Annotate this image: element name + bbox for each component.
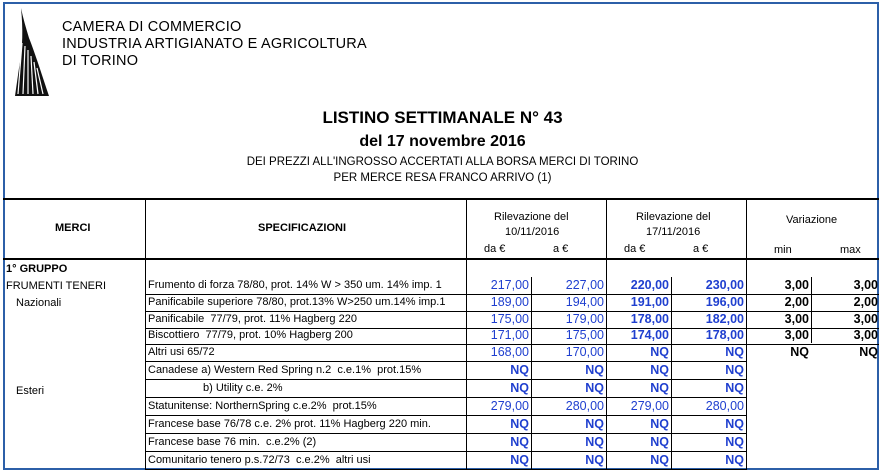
row-value-da1: NQ <box>510 381 529 395</box>
row-value-a2: NQ <box>725 417 744 431</box>
row-value-a2: NQ <box>725 453 744 467</box>
header-ril2-line2: 17/11/2016 <box>646 226 701 238</box>
row-value-da1: NQ <box>510 435 529 449</box>
document-date: del 17 novembre 2016 <box>359 133 526 150</box>
row-divider <box>145 415 747 416</box>
row-value-da1: 279,00 <box>490 399 529 413</box>
org-line-1: CAMERA DI COMMERCIO <box>62 19 242 35</box>
header-ril2-a: a € <box>693 243 709 255</box>
row-value-a1: 194,00 <box>565 295 604 309</box>
row-value-da2: 279,00 <box>630 399 669 413</box>
row-divider <box>145 361 747 362</box>
col-divider <box>811 277 812 343</box>
row-value-da1: 217,00 <box>490 278 529 292</box>
row-value-da2: 174,00 <box>630 328 669 342</box>
col-divider <box>606 199 607 469</box>
row-value-da1: 171,00 <box>490 328 529 342</box>
row-value-a2: NQ <box>725 381 744 395</box>
row-specification: b) Utility c.e. 2% <box>148 382 283 394</box>
row-value-da1: 175,00 <box>490 312 529 326</box>
row-value-a1: NQ <box>585 363 604 377</box>
row-value-a1: 170,00 <box>565 345 604 359</box>
org-line-2: INDUSTRIA ARTIGIANATO E AGRICOLTURA <box>62 36 367 52</box>
row-divider <box>145 397 747 398</box>
row-value-a1: NQ <box>585 435 604 449</box>
row-value-a2: 230,00 <box>705 278 744 292</box>
row-value-max: 3,00 <box>853 278 878 292</box>
row-specification: Panificabile superiore 78/80, prot.13% W>250 um.14% imp.1 <box>148 296 446 308</box>
row-value-a2: 280,00 <box>705 399 744 413</box>
row-value-a1: NQ <box>585 417 604 431</box>
col-divider <box>671 277 672 469</box>
row-specification: Comunitario tenero p.s.72/73 c.e.2% altri usi <box>148 454 371 466</box>
row-specification: Panificabile 77/79, prot. 11% Hagberg 220 <box>148 313 357 325</box>
header-specificazioni: SPECIFICAZIONI <box>258 222 347 234</box>
row-value-min: 3,00 <box>784 278 809 292</box>
row-value-a2: NQ <box>725 435 744 449</box>
row-specification: Altri usi 65/72 <box>148 346 215 358</box>
col-divider <box>746 199 747 469</box>
row-value-max: 3,00 <box>853 312 878 326</box>
header-ril1-line2: 10/11/2016 <box>505 226 560 238</box>
row-divider <box>145 433 747 434</box>
row-value-da1: NQ <box>510 453 529 467</box>
row-value-da1: NQ <box>510 417 529 431</box>
row-specification: Francese base 76 min. c.e.2% (2) <box>148 436 317 448</box>
row-value-max: NQ <box>859 345 878 359</box>
row-value-da2: NQ <box>650 363 669 377</box>
row-divider <box>145 469 747 470</box>
row-value-min: 3,00 <box>784 312 809 326</box>
row-value-a1: 175,00 <box>565 328 604 342</box>
header-max: max <box>840 244 861 256</box>
header-variazione: Variazione <box>786 214 838 226</box>
row-value-da2: 178,00 <box>630 312 669 326</box>
org-line-3: DI TORINO <box>62 53 139 69</box>
row-specification: Frumento di forza 78/80, prot. 14% W > 350 um. 14% imp. 1 <box>148 279 442 291</box>
row-value-da1: 189,00 <box>490 295 529 309</box>
organization-name <box>62 19 367 70</box>
row-value-a1: 179,00 <box>565 312 604 326</box>
row-value-da2: 191,00 <box>630 295 669 309</box>
row-value-da2: NQ <box>650 345 669 359</box>
row-value-da1: 168,00 <box>490 345 529 359</box>
row-value-min: NQ <box>790 345 809 359</box>
row-value-a1: NQ <box>585 453 604 467</box>
group-nazionali: Nazionali <box>16 297 62 309</box>
row-value-da2: NQ <box>650 435 669 449</box>
header-merci: MERCI <box>55 222 91 234</box>
document-subtitle-1: DEI PREZZI ALL'INGROSSO ACCERTATI ALLA BORSA MERCI DI TORINO <box>246 156 639 168</box>
row-value-max: 3,00 <box>853 328 878 342</box>
col-divider <box>531 277 532 469</box>
row-specification: Statunitense: NorthernSpring c.e.2% prot.15% <box>148 400 377 412</box>
page-frame <box>3 2 879 470</box>
col-divider <box>145 199 146 469</box>
row-specification: Biscottiero 77/79, prot. 10% Hagberg 200 <box>148 329 353 341</box>
row-value-a2: NQ <box>725 345 744 359</box>
table-top-border <box>3 198 879 200</box>
row-value-a2: NQ <box>725 363 744 377</box>
header-ril1-line1: Rilevazione del <box>494 211 569 223</box>
row-value-da1: NQ <box>510 363 529 377</box>
row-value-da2: NQ <box>650 381 669 395</box>
row-value-min: 3,00 <box>784 328 809 342</box>
chamber-logo <box>13 8 51 98</box>
row-value-a1: NQ <box>585 381 604 395</box>
row-value-da2: NQ <box>650 453 669 467</box>
row-specification: Francese base 76/78 c.e. 2% prot. 11% Hagberg 220 min. <box>148 418 431 430</box>
row-value-da2: 220,00 <box>630 278 669 292</box>
document-title: LISTINO SETTIMANALE N° 43 <box>322 108 563 127</box>
group-esteri: Esteri <box>16 385 45 397</box>
document-subtitle-2: PER MERCE RESA FRANCO ARRIVO (1) <box>333 172 552 184</box>
header-ril1-a: a € <box>553 243 569 255</box>
row-value-min: 2,00 <box>784 295 809 309</box>
row-value-a2: 178,00 <box>705 328 744 342</box>
group-title: 1° GRUPPO <box>6 263 68 275</box>
header-ril1-da: da € <box>484 243 506 255</box>
row-value-max: 2,00 <box>853 295 878 309</box>
header-min: min <box>774 244 792 256</box>
col-divider <box>466 199 467 469</box>
group-frumenti: FRUMENTI TENERI <box>6 280 107 292</box>
table-header-bottom-border <box>3 258 879 260</box>
row-specification: Canadese a) Western Red Spring n.2 c.e.1% prot.15% <box>148 364 422 376</box>
header-ril2-line1: Rilevazione del <box>636 211 711 223</box>
header-ril2-da: da € <box>624 243 646 255</box>
row-value-da2: NQ <box>650 417 669 431</box>
row-divider <box>145 379 747 380</box>
row-value-a2: 196,00 <box>705 295 744 309</box>
row-value-a2: 182,00 <box>705 312 744 326</box>
row-divider <box>145 451 747 452</box>
row-value-a1: 280,00 <box>565 399 604 413</box>
row-value-a1: 227,00 <box>565 278 604 292</box>
